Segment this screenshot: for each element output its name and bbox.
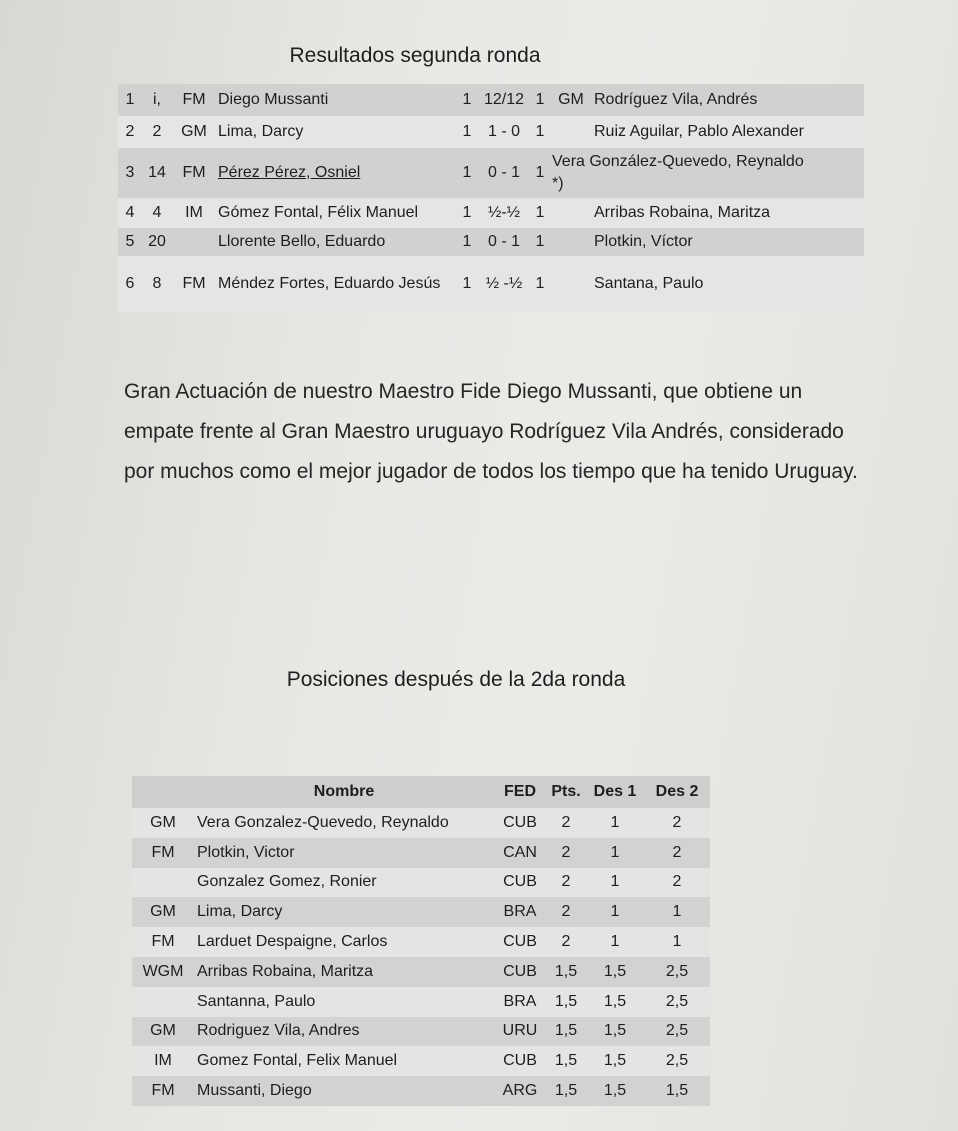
tiebreak-2: 1 [644,927,710,957]
federation: ARG [494,1076,546,1106]
points: 2 [546,808,586,838]
player-points: 1 [456,198,478,228]
tiebreak-1: 1,5 [586,1076,644,1106]
table-row [118,256,864,312]
player-name: Vera Gonzalez-Quevedo, Reynaldo [194,808,494,838]
federation: CUB [494,927,546,957]
opponent-name: Plotkin, Víctor [592,228,864,256]
federation: CUB [494,808,546,838]
tiebreak-1: 1,5 [586,957,644,987]
federation: CAN [494,838,546,868]
player-title: FM [132,838,194,868]
player-title [132,868,194,898]
commentary-paragraph: Gran Actuación de nuestro Maestro Fide Diego Mussanti, que obtiene un empate frente al Gran Maestro uruguayo Rodríguez Vila Andrés, considerado por muchos como el mejor jugador de todos los tiempo que ha tenido Uruguay. [124,380,858,483]
board-number: 6 [118,256,142,312]
table-row [132,808,710,838]
federation: BRA [494,897,546,927]
player-title: GM [132,897,194,927]
opponent-title [550,228,592,256]
player-name: Gomez Fontal, Felix Manuel [194,1046,494,1076]
table-row [118,198,864,228]
player-name: Plotkin, Victor [194,838,494,868]
tiebreak-2: 1 [644,897,710,927]
player-name: Larduet Despaigne, Carlos [194,927,494,957]
player-title: IM [132,1046,194,1076]
federation: CUB [494,868,546,898]
player-name: Lima, Darcy [216,116,456,148]
opponent-title [550,198,592,228]
column-header-tiebreak-1: Des 1 [586,776,644,808]
player-title: GM [132,808,194,838]
table-row [132,927,710,957]
table-row [118,148,864,198]
player-name: Lima, Darcy [194,897,494,927]
column-header-tiebreak-2: Des 2 [644,776,710,808]
opponent-name: Ruiz Aguilar, Pablo Alexander [592,116,864,148]
column-header-title [132,776,194,808]
tiebreak-2: 2 [644,868,710,898]
opponent-cell [550,148,864,198]
opponent-points: 1 [530,198,550,228]
table-row [118,116,864,148]
board-number: 1 [118,84,142,116]
column-header-name: Nombre [194,776,494,808]
board-number: 4 [118,198,142,228]
round-results-table [118,84,864,312]
player-title: WGM [132,957,194,987]
table-row [132,838,710,868]
player-title: FM [172,256,216,312]
opponent-name: Santana, Paulo [592,256,864,312]
table-row [132,868,710,898]
player-points: 1 [456,256,478,312]
tiebreak-1: 1,5 [586,1017,644,1047]
points: 1,5 [546,957,586,987]
round-results-title: Resultados segunda ronda [289,44,541,67]
player-title: FM [172,148,216,198]
rank: 20 [142,228,172,256]
player-name: Gómez Fontal, Félix Manuel [216,198,456,228]
federation: CUB [494,1046,546,1076]
opponent-title [550,256,592,312]
rank: 8 [142,256,172,312]
points: 1,5 [546,1017,586,1047]
player-points: 1 [456,84,478,116]
opponent-points: 1 [530,148,550,198]
opponent-points: 1 [530,228,550,256]
player-name: Rodriguez Vila, Andres [194,1017,494,1047]
table-row [118,228,864,256]
points: 2 [546,868,586,898]
tiebreak-1: 1 [586,838,644,868]
board-number: 2 [118,116,142,148]
opponent-name: Arribas Robaina, Maritza [592,198,864,228]
standings-title: Posiciones después de la 2da ronda [286,668,626,691]
game-result: ½ -½ [478,256,530,312]
player-title [172,228,216,256]
points: 1,5 [546,1076,586,1106]
table-row [132,1046,710,1076]
points: 1,5 [546,1046,586,1076]
player-points: 1 [456,228,478,256]
board-number: 3 [118,148,142,198]
player-name: Llorente Bello, Eduardo [216,228,456,256]
game-result: 0 - 1 [478,148,530,198]
table-row [132,957,710,987]
player-title: GM [132,1017,194,1047]
rank: 4 [142,198,172,228]
opponent-title [550,116,592,148]
opponent-note: *) [552,175,564,192]
player-title: FM [132,927,194,957]
rank: i, [142,84,172,116]
tiebreak-2: 2,5 [644,957,710,987]
player-title: GM [172,116,216,148]
federation: BRA [494,987,546,1017]
player-title [132,987,194,1017]
table-row [132,897,710,927]
tiebreak-2: 2,5 [644,1046,710,1076]
opponent-name: Rodríguez Vila, Andrés [592,84,864,116]
tiebreak-1: 1 [586,897,644,927]
opponent-title: GM [550,84,592,116]
points: 1,5 [546,987,586,1017]
table-row [132,1076,710,1106]
tiebreak-2: 2 [644,838,710,868]
board-number: 5 [118,228,142,256]
opponent-points: 1 [530,84,550,116]
opponent-name: Vera González-Quevedo, Reynaldo [552,153,804,170]
player-title: FM [172,84,216,116]
rank: 14 [142,148,172,198]
table-row [132,987,710,1017]
points: 2 [546,897,586,927]
table-row [132,1017,710,1047]
player-name: Pérez Pérez, Osniel [216,148,456,198]
player-title: FM [132,1076,194,1106]
tiebreak-2: 1,5 [644,1076,710,1106]
game-result: ½-½ [478,198,530,228]
player-points: 1 [456,116,478,148]
column-header-points: Pts. [546,776,586,808]
column-header-fed: FED [494,776,546,808]
player-title: IM [172,198,216,228]
tiebreak-1: 1 [586,808,644,838]
opponent-points: 1 [530,116,550,148]
table-row [118,84,864,116]
player-name: Diego Mussanti [216,84,456,116]
federation: URU [494,1017,546,1047]
tiebreak-1: 1 [586,868,644,898]
player-points: 1 [456,148,478,198]
game-result: 12/12 [478,84,530,116]
federation: CUB [494,957,546,987]
game-result: 1 - 0 [478,116,530,148]
tiebreak-1: 1 [586,927,644,957]
player-name: Mussanti, Diego [194,1076,494,1106]
tiebreak-2: 2 [644,808,710,838]
player-name: Méndez Fortes, Eduardo Jesús [216,256,456,312]
game-result: 0 - 1 [478,228,530,256]
player-name: Gonzalez Gomez, Ronier [194,868,494,898]
rank: 2 [142,116,172,148]
player-name: Arribas Robaina, Maritza [194,957,494,987]
tiebreak-2: 2,5 [644,1017,710,1047]
points: 2 [546,838,586,868]
tiebreak-2: 2,5 [644,987,710,1017]
opponent-points: 1 [530,256,550,312]
tiebreak-1: 1,5 [586,1046,644,1076]
player-name: Santanna, Paulo [194,987,494,1017]
standings-header-row [132,776,710,808]
tiebreak-1: 1,5 [586,987,644,1017]
points: 2 [546,927,586,957]
standings-table [132,776,710,1106]
